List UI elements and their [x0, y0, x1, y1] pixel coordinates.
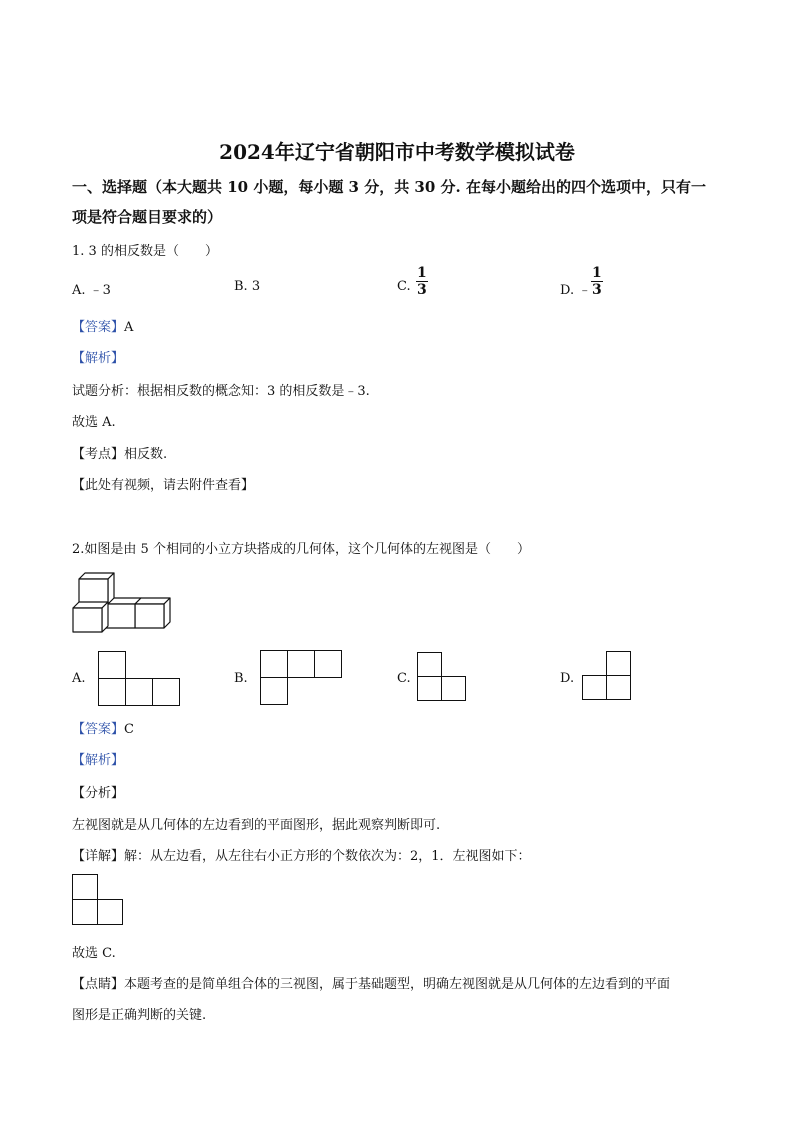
dianjing-text: 本题考查的是简单组合体的三视图，属于基础题型，明确左视图就是从几何体的左边看到的平面: [124, 977, 671, 992]
view-square: [314, 650, 342, 678]
q2-fenxi-tag: 【分析】: [72, 786, 125, 801]
kaodian-tag: 【考点】: [72, 447, 125, 462]
view-square: [606, 651, 631, 676]
q1-stem: 1. 3 的相反数是（ ）: [72, 244, 218, 259]
q1-video-note: 【此处有视频，请去附件查看】: [72, 478, 255, 493]
q1-option-d-fraction: [591, 266, 603, 297]
option-label: A.: [72, 283, 86, 298]
view-square: [72, 874, 98, 900]
q1-analysis-text: 试题分析：根据相反数的概念知：3 的相反数是﹣3.: [72, 384, 370, 399]
view-square: [152, 678, 180, 706]
q1-option-d-label: [560, 279, 591, 298]
q1-analysis-tag: 【解析】: [72, 351, 125, 366]
q1-option-c-label: C.: [397, 279, 411, 294]
q2-dianjing-line1: [72, 973, 670, 992]
answer-tag: 【答案】: [72, 320, 125, 335]
q1-answer: [72, 316, 133, 335]
dianjing-tag: 【点睛】: [72, 977, 125, 992]
q2-option-a-label: A.: [72, 671, 86, 686]
q1-kaodian: [72, 443, 167, 462]
view-square: [260, 677, 288, 705]
section-heading-line1: 一、选择题（本大题共 10 小题，每小题 3 分，共 30 分. 在每小题给出的四个选项中，只有一: [72, 178, 706, 196]
fraction-numerator: 1: [592, 265, 602, 281]
q1-option-c-fraction: [416, 266, 428, 297]
q1-option-b: [234, 279, 260, 294]
q2-conclusion: 故选 C.: [72, 946, 116, 961]
q2-option-c-label: C.: [397, 671, 411, 686]
q2-solid-figure: [70, 572, 174, 636]
answer-tag: 【答案】: [72, 722, 125, 737]
option-text: ﹣3: [89, 283, 111, 298]
fraction-denominator: 3: [592, 282, 602, 298]
section-heading-line2: 项是符合题目要求的）: [72, 208, 223, 226]
q2-fenxi-text: 左视图就是从几何体的左边看到的平面图形，据此观察判断即可.: [72, 818, 441, 833]
view-square: [441, 676, 466, 701]
page-title: 2024年辽宁省朝阳市中考数学模拟试卷: [219, 140, 575, 164]
option-label: D.: [560, 283, 575, 298]
view-square: [287, 650, 315, 678]
q2-analysis-tag: 【解析】: [72, 753, 125, 768]
q2-option-d-label: D.: [560, 671, 575, 686]
view-square: [125, 678, 153, 706]
view-square: [98, 678, 126, 706]
q1-conclusion: 故选 A.: [72, 415, 116, 430]
xiangjie-tag: 【详解】: [72, 849, 125, 864]
view-square: [582, 675, 607, 700]
kaodian-text: 相反数.: [124, 447, 168, 462]
q2-stem: 2.如图是由 5 个相同的小立方块搭成的几何体，这个几何体的左视图是（ ）: [72, 542, 530, 557]
answer-value: A: [124, 320, 134, 335]
q2-xiangjie: [72, 845, 531, 864]
view-square: [98, 651, 126, 679]
q1-option-a: [72, 279, 111, 298]
option-sign: ﹣: [578, 283, 592, 298]
option-label: B.: [234, 279, 248, 294]
view-square: [606, 675, 631, 700]
q2-answer: [72, 718, 134, 737]
fraction-numerator: 1: [417, 265, 427, 281]
view-square: [72, 899, 98, 925]
fraction-denominator: 3: [417, 282, 427, 298]
view-square: [417, 652, 442, 677]
view-square: [260, 650, 288, 678]
view-square: [417, 676, 442, 701]
answer-value: C: [124, 722, 134, 737]
option-text: 3: [251, 279, 261, 294]
view-square: [97, 899, 123, 925]
q2-option-b-label: B.: [234, 671, 248, 686]
xiangjie-text: 解：从左边看，从左往右小正方形的个数依次为：2，1．左视图如下：: [124, 849, 531, 864]
q2-dianjing-line2: 图形是正确判断的关键.: [72, 1008, 207, 1023]
